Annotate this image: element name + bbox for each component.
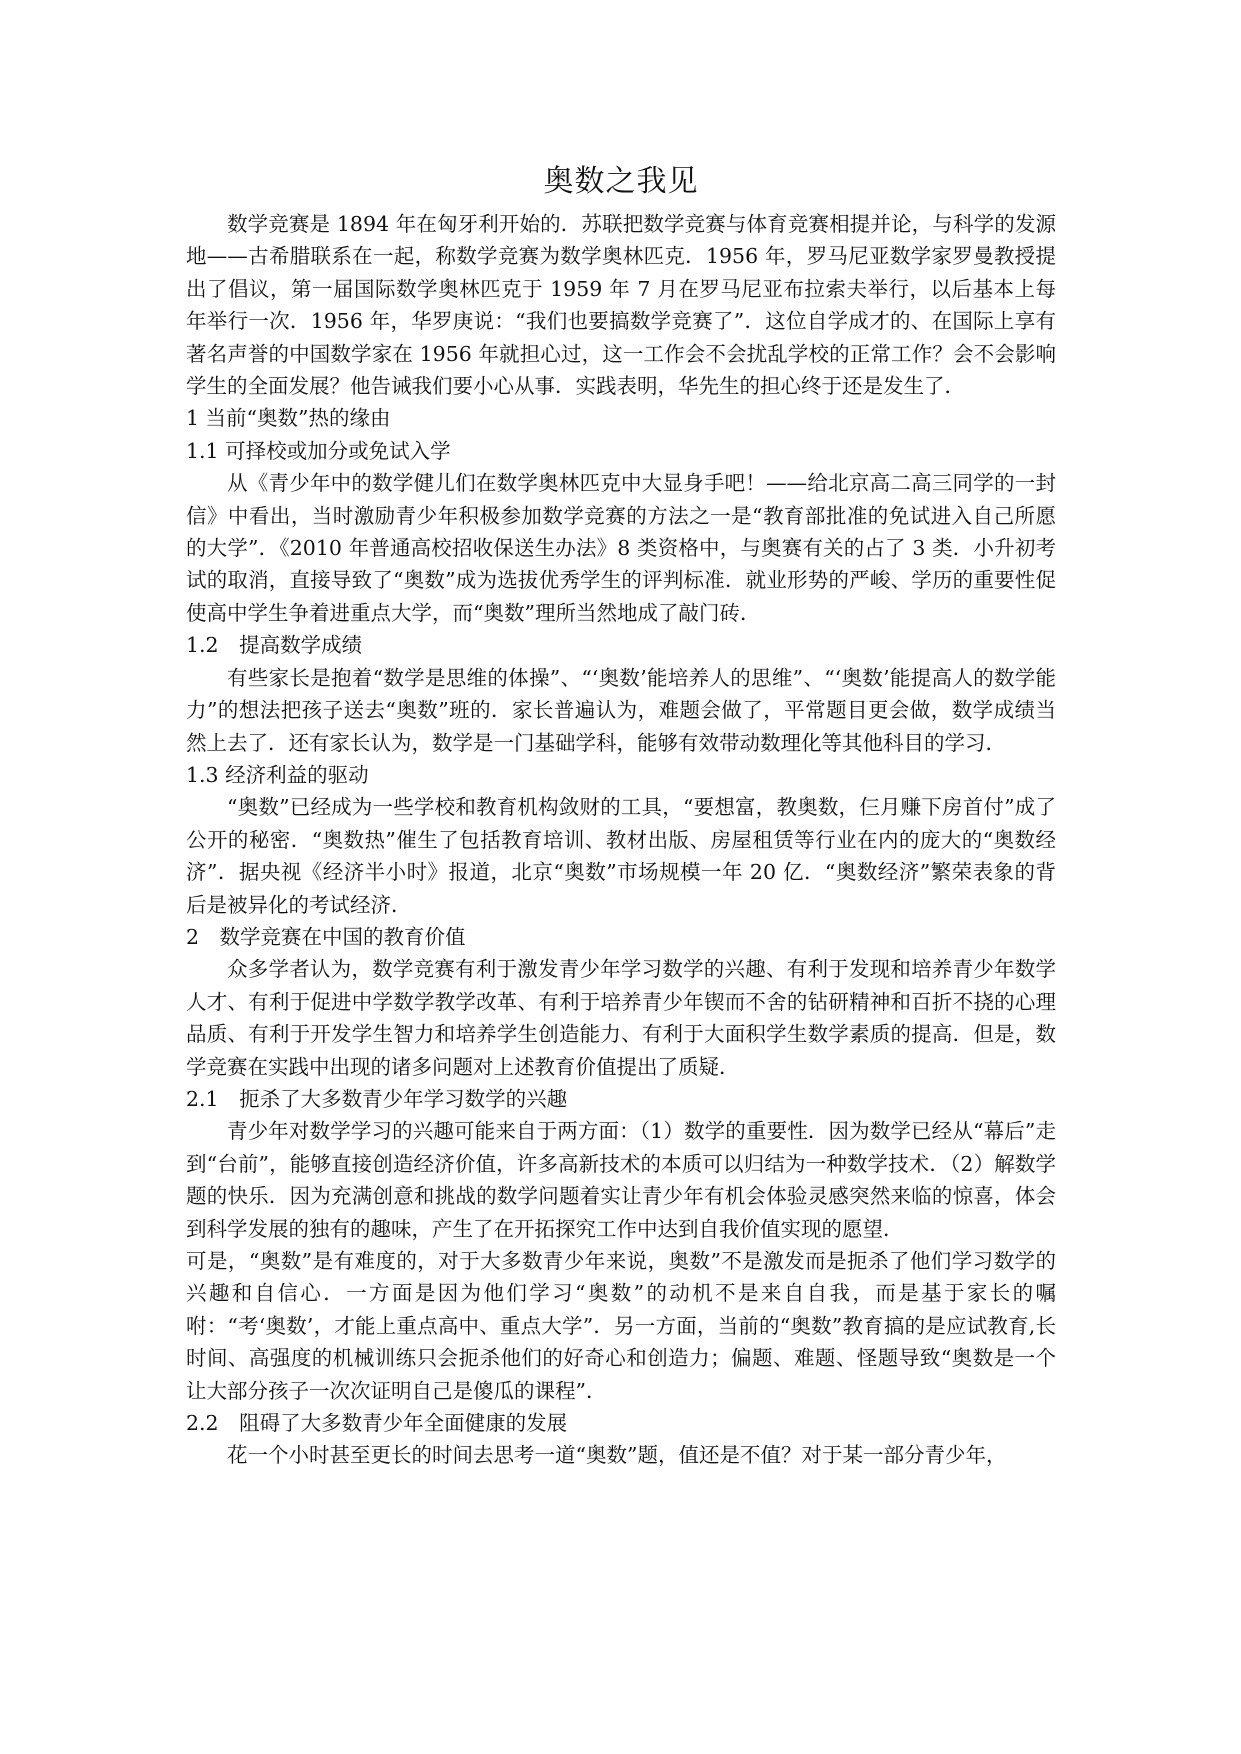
body-paragraph: 青少年对数学学习的兴趣可能来自于两方面：（1）数学的重要性．因为数学已经从“幕后”走到“台前”，能够直接创造经济价值，许多高新技术的本质可以归结为一种数学技术．（2）解数学题的快乐．因为充满创意和挑战的数学问题着实让青少年有机会体验灵感突然来临的惊喜，体会到科学发展的独有的趣味，产生了在开拓探究工作中达到自我价值实现的愿望． bbox=[186, 1119, 1056, 1241]
document-body bbox=[186, 160, 1056, 1472]
document-blocks bbox=[186, 208, 1056, 1472]
body-paragraph: 数学竞赛是 1894 年在匈牙利开始的．苏联把数学竞赛与体育竞赛相提并论，与科学的发源地——古希腊联系在一起，称数学竞赛为数学奥林匹克．1956 年，罗马尼亚数学家罗曼教授提出了倡议，第一届国际数学奥林匹克于 1959 年 7 月在罗马尼亚布拉索夫举行，以后基本上每年举行一次．1956 年，华罗庚说：“我们也要搞数学竞赛了”．这位自学成才的、在国际上享有著名声誉的中国数学家在 1956 年就担心过，这一工作会不会扰乱学校的正常工作？会不会影响学生的全面发展？他告诫我们要小心从事．实践表明，华先生的担心终于还是发生了． bbox=[186, 212, 1056, 399]
body-paragraph: 从《青少年中的数学健儿们在数学奥林匹克中大显身手吧！——给北京高二高三同学的一封信》中看出，当时激励青少年积极参加数学竞赛的方法之一是“教育部批准的免试进入自己所愿的大学”．《2010 年普通高校招收保送生办法》8 类资格中，与奥赛有关的占了 3 类．小升初考试的取消，直接导致了“奥数”成为选拔优秀学生的评判标准．就业形势的严峻、学历的重要性促使高中学生争着进重点大学，而“奥数”理所当然地成了敲门砖． bbox=[186, 471, 1056, 625]
body-paragraph: 花一个小时甚至更长的时间去思考一道“奥数”题，值还是不值？对于某一部分青少年， bbox=[227, 1443, 1007, 1468]
body-paragraph: 有些家长是抱着“数学是思维的体操”、“‘奥数’能培养人的思维”、“‘奥数’能提高人的数学能力”的想法把孩子送去“奥数”班的．家长普遍认为，难题会做了，平常题目更会做，数学成绩当然上去了．还有家长认为，数学是一门基础学科，能够有效带动数理化等其他科目的学习． bbox=[186, 665, 1056, 755]
document-title: 奥数之我见 bbox=[543, 164, 699, 199]
body-paragraph: 众多学者认为，数学竞赛有利于激发青少年学习数学的兴趣、有利于发现和培养青少年数学人才、有利于促进中学数学教学改革、有利于培养青少年锲而不舍的钻研精神和百折不挠的心理品质、有利于开发学生智力和培养学生创造能力、有利于大面积学生数学素质的提高．但是，数学竞赛在实践中出现的诸多问题对上述教育价值提出了质疑． bbox=[186, 957, 1056, 1079]
section-heading: 2.1 扼杀了大多数青少年学习数学的兴趣 bbox=[186, 1086, 568, 1111]
section-heading: 1.3 经济利益的驱动 bbox=[186, 762, 369, 787]
section-heading: 2.2 阻碍了大多数青少年全面健康的发展 bbox=[186, 1411, 568, 1436]
section-heading: 1.1 可择校或加分或免试入学 bbox=[186, 438, 451, 463]
section-heading: 1 当前“奥数”热的缘由 bbox=[186, 406, 391, 431]
section-heading: 2 数学竞赛在中国的教育价值 bbox=[186, 924, 466, 949]
section-heading: 1.2 提高数学成绩 bbox=[186, 633, 363, 658]
body-paragraph: “奥数”已经成为一些学校和教育机构敛财的工具，“要想富，教奥数，仨月赚下房首付”成了公开的秘密．“奥数热”催生了包括教育培训、教材出版、房屋租赁等行业在内的庞大的“奥数经济”．据央视《经济半小时》报道，北京“奥数”市场规模一年 20 亿．“奥数经济”繁荣表象的背后是被异化的考试经济． bbox=[186, 795, 1056, 917]
body-paragraph: 可是，“奥数”是有难度的，对于大多数青少年来说，奥数”不是激发而是扼杀了他们学习数学的兴趣和自信心．一方面是因为他们学习“奥数”的动机不是来自自我，而是基于家长的嘱咐：“考‘奥数’，才能上重点高中、重点大学”．另一方面，当前的“奥数”教育搞的是应试教育,长时间、高强度的机械训练只会扼杀他们的好奇心和创造力；偏题、难题、怪题导致“奥数是一个让大部分孩子一次次证明自己是傻瓜的课程”． bbox=[186, 1249, 1056, 1403]
